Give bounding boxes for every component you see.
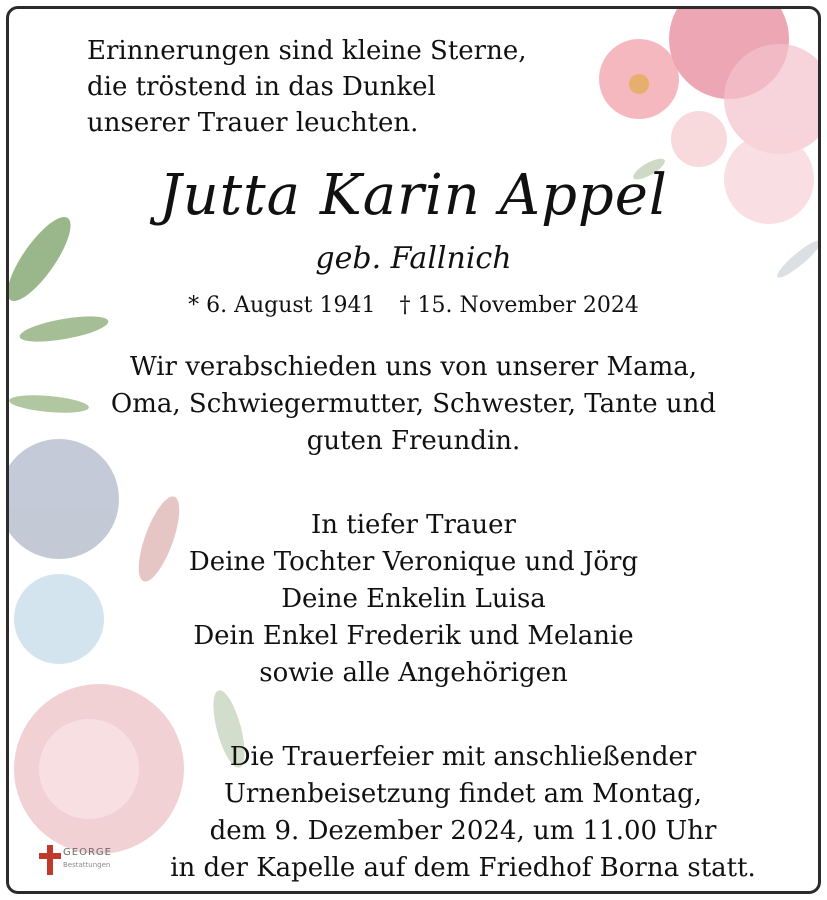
funeral-service-info bbox=[123, 739, 803, 887]
logo-brand: GEORGE bbox=[63, 847, 112, 858]
death-date: † 15. November 2024 bbox=[399, 293, 639, 318]
mourners-line: Deine Tochter Veronique und Jörg bbox=[188, 547, 639, 577]
service-line: dem 9. Dezember 2024, um 11.00 Uhr bbox=[209, 816, 717, 846]
farewell-line: Oma, Schwiegermutter, Schwester, Tante und bbox=[110, 389, 717, 419]
funeral-home-logo bbox=[39, 841, 119, 881]
obituary-card bbox=[6, 6, 821, 894]
farewell-line: Wir verabschieden uns von unserer Mama, bbox=[129, 352, 698, 382]
mourners-line: Dein Enkel Frederik und Melanie bbox=[193, 621, 634, 651]
memorial-verse bbox=[87, 33, 527, 141]
logo-subtitle: Bestattungen bbox=[63, 861, 111, 869]
farewell-line: guten Freundin. bbox=[306, 426, 521, 456]
service-line: Urnenbeisetzung findet am Montag, bbox=[224, 779, 702, 809]
maiden-name: geb. Fallnich bbox=[315, 241, 512, 276]
birth-date: * 6. August 1941 bbox=[188, 293, 376, 318]
verse-line: unserer Trauer leuchten. bbox=[87, 108, 419, 138]
verse-line: die tröstend in das Dunkel bbox=[87, 72, 436, 102]
cross-icon bbox=[47, 845, 53, 875]
deceased-name: Jutta Karin Appel bbox=[159, 163, 668, 228]
mourners-line: In tiefer Trauer bbox=[311, 510, 516, 540]
life-dates bbox=[9, 289, 818, 323]
mourners-line: Deine Enkelin Luisa bbox=[281, 584, 546, 614]
mourners-line: sowie alle Angehörigen bbox=[259, 658, 568, 688]
service-line: Die Trauerfeier mit anschließender bbox=[229, 742, 697, 772]
verse-line: Erinnerungen sind kleine Sterne, bbox=[87, 36, 527, 66]
mourners-list bbox=[9, 507, 818, 692]
farewell-text bbox=[9, 349, 818, 460]
service-line: in der Kapelle auf dem Friedhof Borna statt. bbox=[170, 853, 756, 883]
